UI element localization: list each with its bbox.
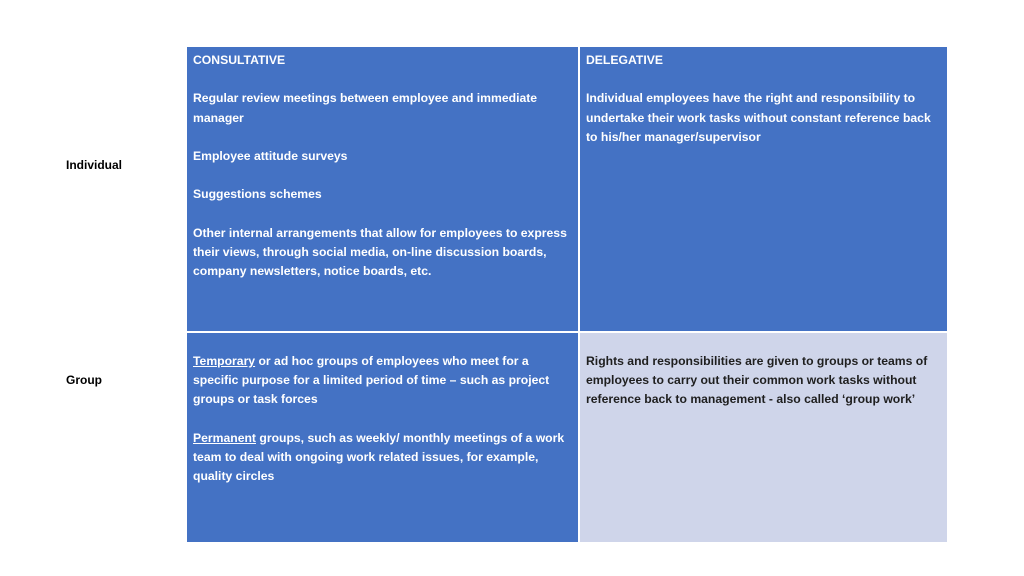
item-temporary-groups (193, 352, 572, 410)
cell-individual-delegative (580, 47, 947, 333)
cell-individual-consultative (187, 47, 580, 333)
item-individual-delegation: Individual employees have the right and responsibility to undertake their work tasks without constant reference back to his/her manager/supervisor (586, 91, 931, 144)
item-attitude-surveys: Employee attitude surveys (193, 148, 348, 163)
temporary-label: Temporary (193, 354, 256, 368)
temporary-text: or ad hoc groups of employees who meet for a specific purpose for a limited period of time – such as project groups or task forces (193, 354, 550, 407)
cell-group-consultative (187, 333, 580, 542)
item-internal-arrangements: Other internal arrangements that allow for employees to express their views, through social media, on-line discussion boards, company newsletters, notice boards, etc. (193, 225, 567, 279)
column-header-consultative: CONSULTATIVE (193, 53, 286, 67)
participation-matrix (187, 47, 947, 542)
permanent-text: groups, such as weekly/ monthly meetings of a work team to deal with ongoing work related issues, for example, quality circles (193, 430, 565, 484)
item-permanent-groups (193, 429, 572, 487)
item-suggestion-schemes: Suggestions schemes (193, 187, 322, 202)
item-review-meetings: Regular review meetings between employee and immediate manager (193, 91, 538, 125)
column-header-delegative: DELEGATIVE (586, 53, 663, 67)
row-label-group: Group (66, 373, 102, 387)
item-group-work: Rights and responsibilities are given to groups or teams of employees to carry out their common work tasks without reference back to management - also called ‘group work’ (586, 354, 928, 407)
permanent-label: Permanent (193, 430, 256, 445)
row-label-individual: Individual (66, 158, 123, 172)
cell-group-delegative (580, 333, 947, 542)
